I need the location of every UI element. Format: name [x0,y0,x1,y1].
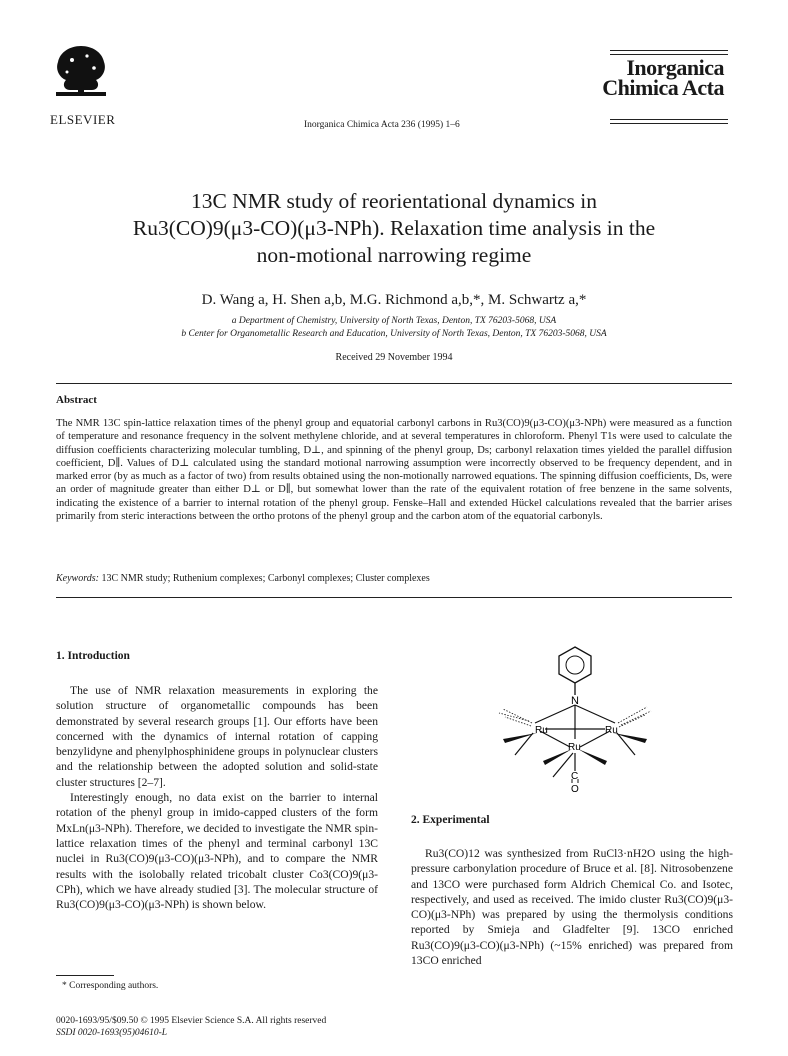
intro-paragraph-1: The use of NMR relaxation measurements in exploring the solution structure of organometallic compounds has been demonstrated by several research groups [1]. Our efforts have been concerned with the dynamics of internal rotation of capping benzylidyne and phenylphosphinidene groups in polynuclear clusters and the relationship between the adopted solution and solid-state cluster structures [2–7]. [56,684,378,789]
wedge-carbonyl-bottom-right [578,749,607,765]
atom-c-label: C [571,771,579,782]
article-title [60,188,728,269]
affiliations [60,315,728,341]
molecular-structure-diagram [495,643,665,793]
footnote-rule [56,975,114,976]
phenyl-ring [559,647,591,683]
copyright-notice [56,1015,326,1039]
section-introduction-heading: 1. Introduction [56,650,130,662]
authors: D. Wang a, H. Shen a,b, M.G. Richmond a,b,*, M. Schwartz a,* [201,292,587,308]
journal-reference: Inorganica Chimica Acta 236 (1995) 1–6 [304,120,460,130]
atom-ru-bottom-label: Ru [568,742,581,753]
abstract-rule-bottom [56,597,732,598]
affiliation-a: a Department of Chemistry, University of North Texas, Denton, TX 76203-5068, USA [231,316,557,326]
experimental-paragraph-1: Ru3(CO)12 was synthesized from RuCl3·nH2O using the high-pressure carbonylation procedure of Bruce et al. [8]. Nitrosobenzene and 13CO were purchased form Aldrich Chemical Co. and Isotec, respectively, and used as received. The imido cluster Ru3(CO)9(μ3-CO)(μ3-NPh) was prepared by using the thermolysis conditions reported by Smieja and Gladfelter [9]. 13CO enriched Ru3(CO)9(μ3-CO)(μ3-NPh) (~15% enriched) was prepared from 13CO enriched [411,847,733,968]
phenyl-aromatic-circle [566,656,584,674]
hashed-carbonyl-left [499,709,532,726]
n-ru-bond-left [535,705,575,723]
copyright-line: 0020-1693/95/$09.50 © 1995 Elsevier Science S.A. All rights reserved [56,1016,327,1026]
title-line-3: non-motional narrowing regime [256,243,532,267]
experimental-body [411,846,733,968]
introduction-body [56,683,378,912]
abstract-rule-top [56,383,732,384]
journal-logo [602,55,724,100]
journal-logo-line2: Chimica Acta [602,75,724,100]
hashed-carbonyl-right [618,707,651,727]
atom-ru-left-label: Ru [535,725,548,736]
ssdi-line: SSDI 0020-1693(95)04610-L [56,1028,168,1038]
publisher-name: ELSEVIER [50,112,116,127]
logo-rule-top [610,50,728,51]
n-ru-bond-right [575,705,615,723]
affiliation-b: b Center for Organometallic Research and Education, University of North Texas, Denton, TX 76203-5068, USA [181,329,607,339]
intro-paragraph-2: Interestingly enough, no data exist on the barrier to internal rotation of the phenyl group in imido-capped clusters of the form MxLn(μ3-NPh). Therefore, we decided to investigate the NMR spin-lattice relaxation times of the phenyl and terminal carbonyl 13C nuclei in Ru3(CO)9(μ3-CO)(μ3-NPh), and to compare the NMR results with the isolobally related tricobalt cluster Co3(CO)9(μ3-CPh), which we have already studied [3]. The molecular structure of Ru3(CO)9(μ3-CO)(μ3-NPh) is shown below. [56,791,378,912]
keywords [56,573,732,584]
corresponding-authors-note: * Corresponding authors. [62,981,159,991]
section-experimental-heading: 2. Experimental [411,814,490,826]
atom-n-label: N [571,695,579,707]
abstract-text: The NMR 13C spin-lattice relaxation times of the phenyl group and equatorial carbonyl carbons in Ru3(CO)9(μ3-CO)(μ3-NPh) were measured as a function of temperature and resonance frequency in the solvent methylene chloride, and at several temperatures in chloroform. Phenyl T1s were used to calculate the diffusion coefficients characterizing molecular tumbling, D⊥, and spinning of the phenyl group, Ds; carbonyl relaxation times yielded the parallel diffusion coefficient, D∥. Values of D⊥ calculated using the standard motional narrowing assumption were incorrectly observed to be frequency dependent, and in marked error (by as much as a factor of two) from results obtained using the non-motionally narrowed equations. The spinning diffusion coefficients, Ds, were an order of magnitude greater than either D⊥ or D∥, but somewhat lower than the rate of the equivalent rotation of free benzene in the same solvents, indicating the existence of a barrier to internal rotation of the phenyl group. Fenske–Hall and extended Hückel calculations revealed that the barrier arises primarily from steric interactions between the ortho protons of the phenyl group and the carbon atom of the equatorial carbonyls. [56,418,732,523]
atom-ru-right-label: Ru [605,725,618,736]
logo-rule-bottom [610,119,728,120]
received-date: Received 29 November 1994 [335,352,453,363]
keywords-list: 13C NMR study; Ruthenium complexes; Carbonyl complexes; Cluster complexes [101,573,430,584]
atom-o-label: O [571,784,579,793]
abstract-heading: Abstract [56,394,97,406]
title-line-2: Ru3(CO)9(μ3-CO)(μ3-NPh). Relaxation time analysis in the [132,216,656,240]
journal-logo-line1: Inorganica [626,55,724,80]
title-line-1: 13C NMR study of reorientational dynamics in [190,189,598,213]
elsevier-tree-logo [52,40,110,98]
logo-rule-bottom-2 [610,123,728,124]
keywords-label: Keywords: [56,573,99,584]
